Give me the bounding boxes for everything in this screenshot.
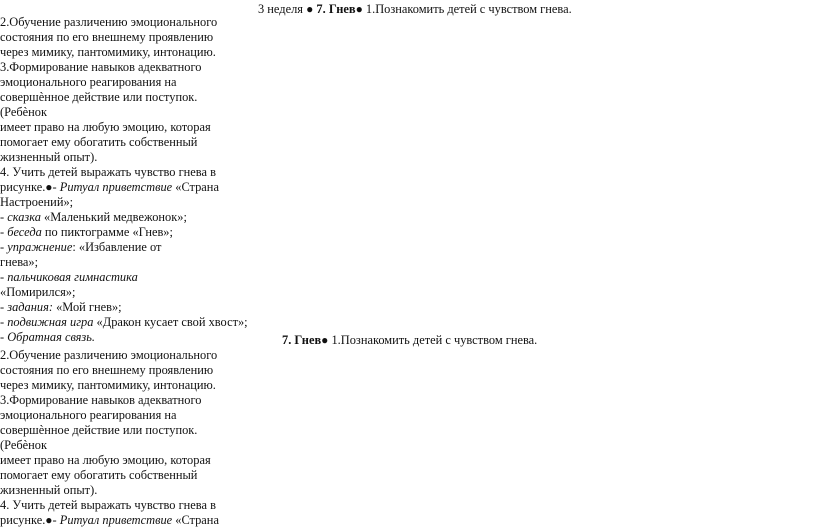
text-line	[0, 180, 219, 194]
activity-name: упражнение	[7, 240, 73, 254]
text-line: 2.Обучение различению эмоционального	[0, 15, 218, 29]
activity-name: Ритуал приветствие	[59, 180, 173, 194]
activity-name: пальчиковая гимнастика	[7, 270, 138, 284]
bullet-icon: ●	[45, 180, 53, 194]
activity-name: сказка	[7, 210, 41, 224]
text-line: эмоционального реагирования на	[0, 75, 177, 89]
text-line: эмоционального реагирования на	[0, 408, 177, 422]
dash: -	[0, 330, 8, 344]
dash: -	[0, 225, 8, 239]
list-item	[0, 330, 95, 344]
list-item	[0, 240, 161, 254]
text-line: совершѐнное действие или поступок.	[0, 90, 198, 104]
activity-detail: «Дракон кусает свой хвост»;	[93, 315, 248, 329]
topic-title: 7. Гнев	[282, 333, 322, 347]
activity-detail: по пиктограмме «Гнев»;	[41, 225, 173, 239]
dash: -	[0, 270, 8, 284]
heading-top	[258, 2, 572, 16]
topic-title: 7. Гнев	[316, 2, 356, 16]
topic-goal: 1.Познакомить детей с чувством гнева.	[362, 2, 572, 16]
text-line: 3.Формирование навыков адекватного	[0, 393, 202, 407]
bullet-icon: ●	[321, 333, 329, 347]
text-fragment: «Страна	[172, 513, 219, 527]
bullet-icon: ●	[306, 2, 314, 16]
text-line: 4. Учить детей выражать чувство гнева в	[0, 165, 216, 179]
text-line: через мимику, пантомимику, интонацию.	[0, 378, 216, 392]
text-line: состояния по его внешнему проявлению	[0, 30, 214, 44]
bullet-icon: ●	[45, 513, 53, 527]
text-fragment: -	[52, 513, 60, 527]
text-fragment: «Страна	[172, 180, 219, 194]
text-line: (Ребѐнок	[0, 105, 48, 119]
activity-name: подвижная игра	[7, 315, 94, 329]
text-line: имеет право на любую эмоцию, которая	[0, 120, 211, 134]
list-item	[0, 225, 173, 239]
text-line	[0, 513, 219, 527]
text-line: помогает ему обогатить собственный	[0, 468, 198, 482]
text-line: жизненный опыт).	[0, 150, 98, 164]
list-item	[0, 210, 187, 224]
dash: -	[0, 210, 8, 224]
topic-goal: 1.Познакомить детей с чувством гнева.	[328, 333, 538, 347]
text-line: 2.Обучение различению эмоционального	[0, 348, 218, 362]
text-line: совершѐнное действие или поступок.	[0, 423, 198, 437]
text-line: «Помирился»;	[0, 285, 76, 299]
text-line: имеет право на любую эмоцию, которая	[0, 453, 211, 467]
list-item	[0, 270, 138, 284]
activity-name: Ритуал приветствие	[59, 513, 173, 527]
list-item	[0, 315, 248, 329]
activity-detail: «Маленький медвежонок»;	[40, 210, 187, 224]
activity-detail: : «Избавление от	[72, 240, 162, 254]
activity-name: Обратная связь.	[7, 330, 95, 344]
activity-name: задания:	[7, 300, 53, 314]
activity-name: беседа	[7, 225, 42, 239]
dash: -	[0, 315, 8, 329]
text-line: 3.Формирование навыков адекватного	[0, 60, 202, 74]
heading-mid	[282, 333, 537, 347]
list-item	[0, 300, 122, 314]
dash: -	[0, 300, 8, 314]
text-line: (Ребѐнок	[0, 438, 48, 452]
text-line: состояния по его внешнему проявлению	[0, 363, 214, 377]
bullet-icon: ●	[355, 2, 363, 16]
text-fragment: рисунке.	[0, 513, 46, 527]
text-line: гнева»;	[0, 255, 39, 269]
text-line: 4. Учить детей выражать чувство гнева в	[0, 498, 216, 512]
dash: -	[0, 240, 8, 254]
text-line: Настроений»;	[0, 195, 74, 209]
week-label: 3 неделя	[258, 2, 303, 16]
text-line: жизненный опыт).	[0, 483, 98, 497]
text-fragment: -	[52, 180, 60, 194]
text-fragment: рисунке.	[0, 180, 46, 194]
text-line: через мимику, пантомимику, интонацию.	[0, 45, 216, 59]
text-line: помогает ему обогатить собственный	[0, 135, 198, 149]
activity-detail: «Мой гнев»;	[52, 300, 122, 314]
